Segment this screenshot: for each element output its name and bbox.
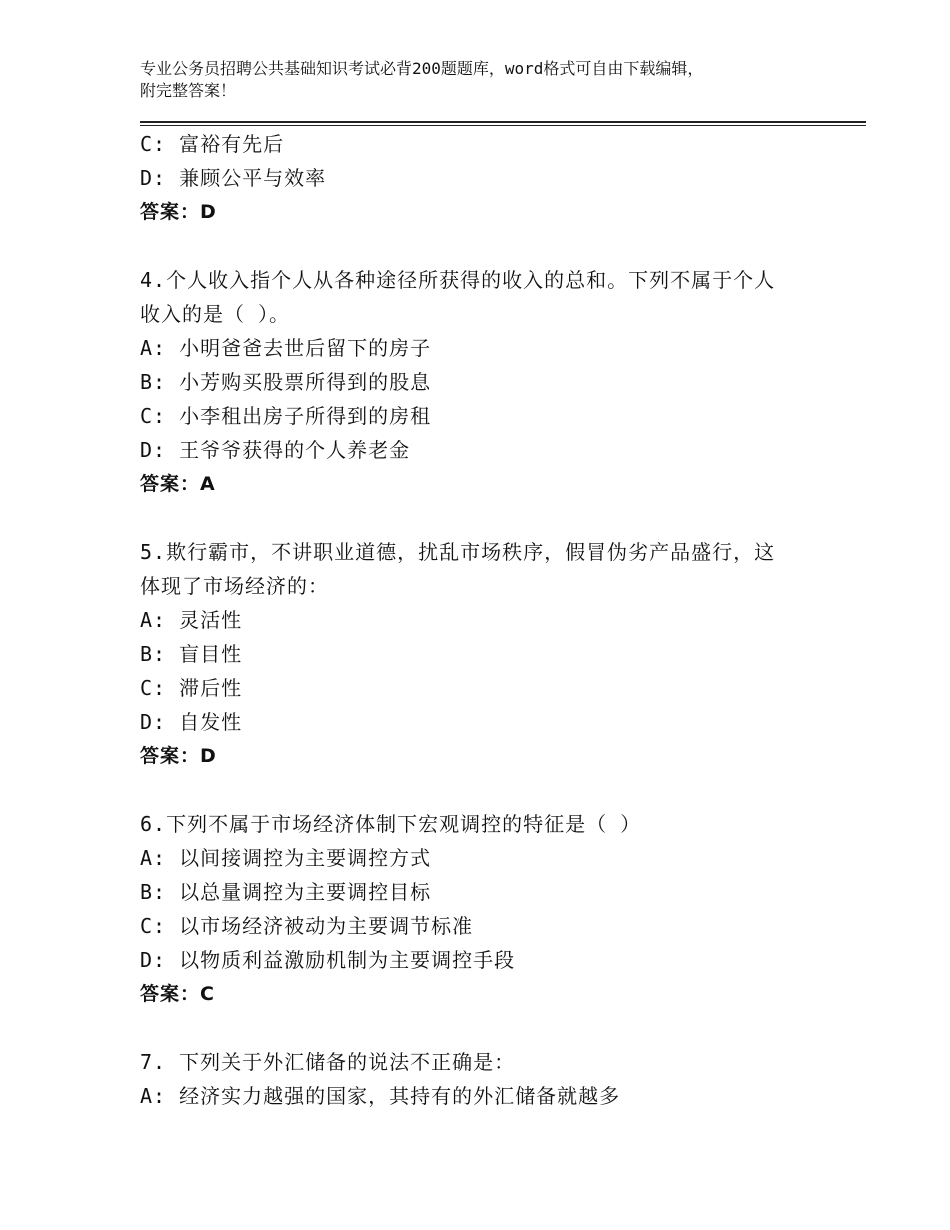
question-stem: 5.欺行霸市，不讲职业道德，扰乱市场秩序，假冒伪劣产品盛行，这	[140, 540, 776, 564]
option-b: B: 以总量调控为主要调控目标	[140, 880, 432, 904]
option-c: C: 滞后性	[140, 676, 243, 700]
spacer	[140, 229, 830, 263]
option-c: C: 富裕有先后	[140, 132, 285, 156]
answer-label: 答案：D	[140, 201, 217, 223]
option-a: A: 灵活性	[140, 608, 243, 632]
question-stem: 7. 下列关于外汇储备的说法不正确是：	[140, 1050, 516, 1074]
option-b: B: 小芳购买股票所得到的股息	[140, 370, 432, 394]
page-header	[140, 58, 860, 102]
question-stem: 收入的是（ ）。	[140, 302, 291, 326]
spacer	[140, 1011, 830, 1045]
answer-label: 答案：C	[140, 983, 215, 1005]
question-6	[140, 807, 830, 1011]
question-4	[140, 263, 830, 501]
option-c: C: 小李租出房子所得到的房租	[140, 404, 432, 428]
option-a: A: 经济实力越强的国家，其持有的外汇储备就越多	[140, 1084, 621, 1108]
spacer	[140, 773, 830, 807]
header-divider-thin	[140, 125, 866, 126]
option-d: D: 王爷爷获得的个人养老金	[140, 438, 411, 462]
question-content	[140, 127, 830, 1113]
header-divider-thick	[140, 121, 866, 123]
question-stem: 4.个人收入指个人从各种途径所获得的收入的总和。下列不属于个人	[140, 268, 776, 292]
option-d: D: 以物质利益激励机制为主要调控手段	[140, 948, 516, 972]
question-stem: 体现了市场经济的：	[140, 574, 329, 598]
option-d: D: 兼顾公平与效率	[140, 166, 327, 190]
option-b: B: 盲目性	[140, 642, 243, 666]
answer-label: 答案：A	[140, 473, 216, 495]
answer-label: 答案：D	[140, 745, 217, 767]
question-stem: 6.下列不属于市场经济体制下宏观调控的特征是（ ）	[140, 812, 642, 836]
option-c: C: 以市场经济被动为主要调节标准	[140, 914, 474, 938]
option-d: D: 自发性	[140, 710, 243, 734]
question-7	[140, 1045, 830, 1113]
question-fragment-3	[140, 127, 830, 229]
header-line-1: 专业公务员招聘公共基础知识考试必背200题题库，word格式可自由下载编辑，	[140, 59, 704, 78]
option-a: A: 以间接调控为主要调控方式	[140, 846, 432, 870]
question-5	[140, 535, 830, 773]
option-a: A: 小明爸爸去世后留下的房子	[140, 336, 432, 360]
header-line-2: 附完整答案！	[140, 81, 237, 100]
spacer	[140, 501, 830, 535]
